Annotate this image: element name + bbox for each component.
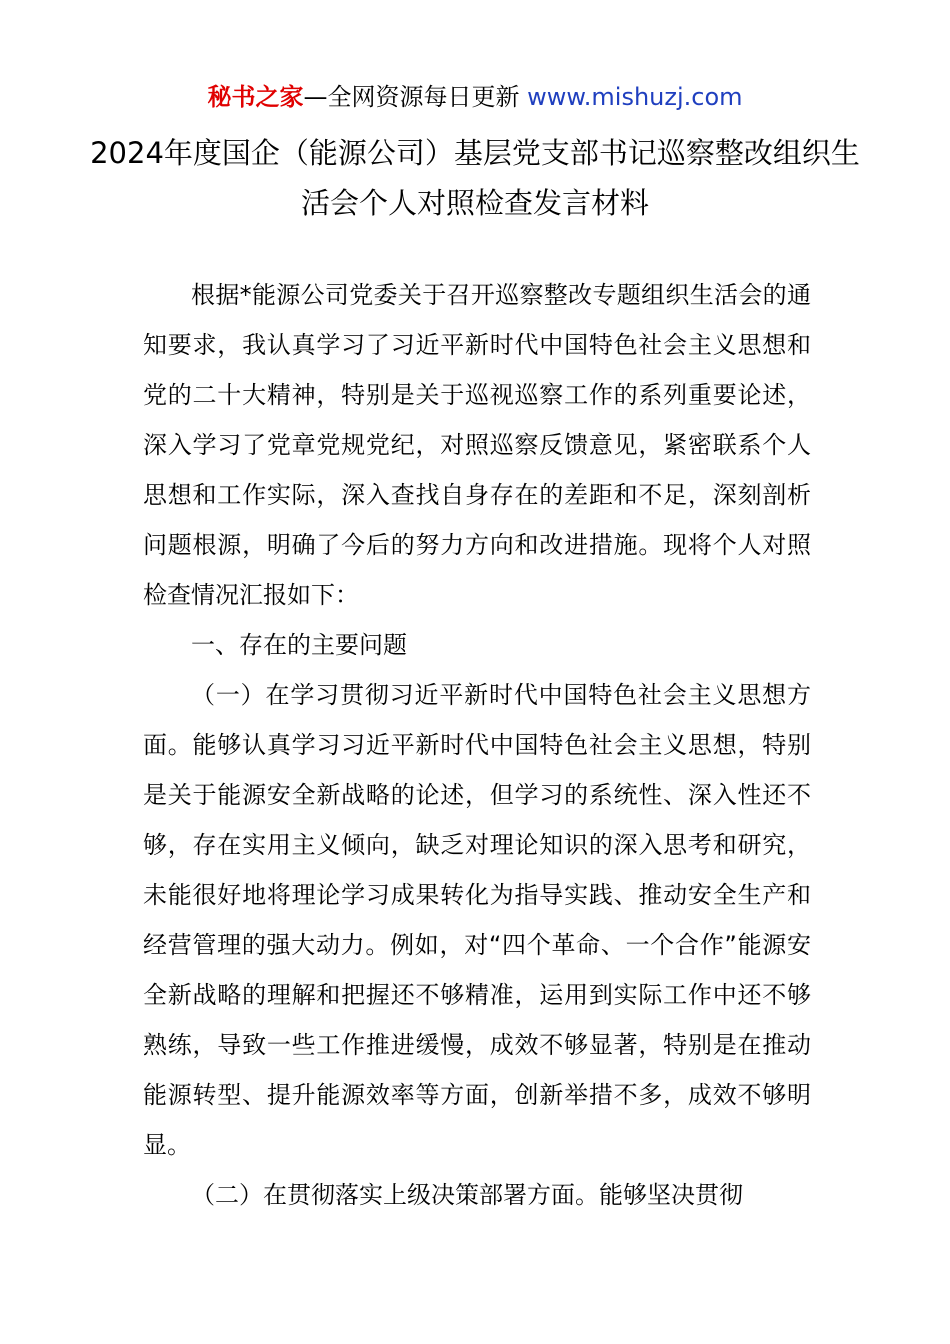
subsection-paragraph-2: （二）在贯彻落实上级决策部署方面。能够坚决贯彻 xyxy=(191,1181,743,1209)
intro-paragraph: 根据*能源公司党委关于召开巡察整改专题组织生活会的通知要求，我认真学习了习近平新时代中国特色社会主义思想和党的二十大精神，特别是关于巡视巡察工作的系列重要论述，深入学习了党章党规党纪，对照巡察反馈意见，紧密联系个人思想和工作实际，深入查找自身存在的差距和不足，深刻剖析问题根源，明确了今后的努力方向和改进措施。现将个人对照检查情况汇报如下： xyxy=(143,281,811,609)
document-body xyxy=(143,270,811,1220)
document-title: 2024年度国企（能源公司）基层党支部书记巡察整改组织生活会个人对照检查发言材料 xyxy=(90,136,860,220)
site-url-link[interactable]: www.mishuzj.com xyxy=(527,83,743,111)
section-heading: 一、存在的主要问题 xyxy=(191,631,407,659)
site-header xyxy=(0,80,950,114)
brand-name: 秘书之家 xyxy=(207,83,304,111)
header-tagline: —全网资源每日更新 xyxy=(303,83,520,111)
subsection-paragraph-1: （一）在学习贯彻习近平新时代中国特色社会主义思想方面。能够认真学习习近平新时代中国特色社会主义思想，特别是关于能源安全新战略的论述，但学习的系统性、深入性还不够，存在实用主义倾向，缺乏对理论知识的深入思考和研究，未能很好地将理论学习成果转化为指导实践、推动安全生产和经营管理的强大动力。例如，对“四个革命、一个合作”能源安全新战略的理解和把握还不够精准，运用到实际工作中还不够熟练，导致一些工作推进缓慢，成效不够显著，特别是在推动能源转型、提升能源效率等方面，创新举措不多，成效不够明显。 xyxy=(143,681,811,1159)
